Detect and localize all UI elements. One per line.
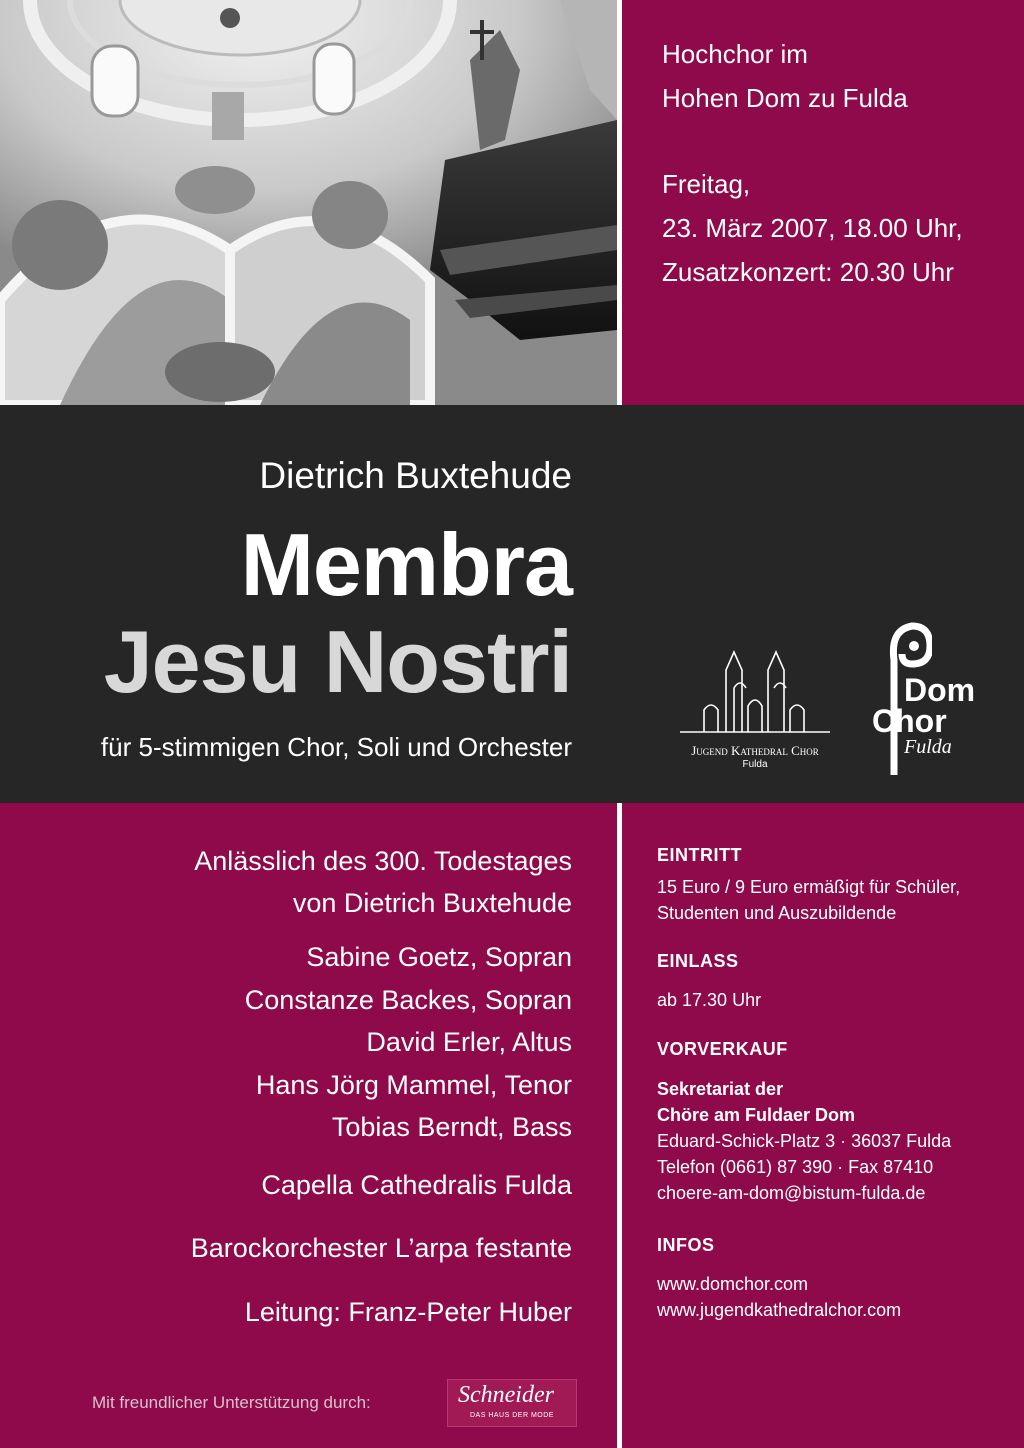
sponsor-logo-name: Schneider — [458, 1382, 554, 1408]
vorverkauf-heading: VORVERKAUF — [657, 1039, 788, 1059]
domchor-logo — [870, 620, 990, 780]
jkc-logo-name: Jugend Kathedral Chor — [691, 743, 819, 758]
event-date — [662, 162, 963, 294]
date-line: Zusatzkonzert: 20.30 Uhr — [662, 257, 954, 287]
occasion — [194, 840, 572, 924]
eintritt-text — [657, 874, 960, 926]
date-line: Freitag, — [662, 169, 751, 199]
jkc-logo-city: Fulda — [742, 759, 768, 770]
eintritt-line: 15 Euro / 9 Euro ermäßigt für Schüler, — [657, 877, 961, 897]
subtitle: für 5-stimmigen Chor, Soli und Orchester — [100, 732, 572, 762]
soloists-list — [245, 936, 572, 1149]
domchor-logo-chor: Chor — [872, 703, 947, 739]
domchor-logo-city: Fulda — [904, 736, 952, 758]
ensemble-choir: Capella Cathedralis Fulda — [261, 1170, 572, 1200]
vorverkauf-address — [657, 1076, 951, 1206]
website-link[interactable]: www.jugendkathedralchor.com — [657, 1300, 902, 1320]
venue — [662, 32, 908, 120]
vorverkauf-line: Telefon (0661) 87 390 · Fax 87410 — [657, 1157, 934, 1177]
infos-links — [657, 1271, 901, 1323]
composer-name: Dietrich Buxtehude — [259, 455, 572, 496]
ensemble-orchestra: Barockorchester L’arpa festante — [190, 1233, 572, 1263]
website-link[interactable]: www.domchor.com — [657, 1274, 809, 1294]
soloist: Sabine Goetz, Sopran — [306, 942, 572, 972]
sponsor-logo — [447, 1379, 577, 1427]
conductor: Leitung: Franz-Peter Huber — [244, 1297, 572, 1327]
vorverkauf-line: Chöre am Fuldaer Dom — [657, 1105, 856, 1125]
infos-heading: INFOS — [657, 1235, 715, 1255]
eintritt-line: Studenten und Auszubildende — [657, 903, 897, 923]
title-line-1: Membra — [240, 515, 572, 614]
title-line-2: Jesu Nostri — [103, 612, 572, 711]
soloist: Hans Jörg Mammel, Tenor — [255, 1069, 572, 1100]
vorverkauf-line: Sekretariat der — [657, 1079, 784, 1099]
einlass-text: ab 17.30 Uhr — [657, 990, 762, 1010]
eintritt-heading: EINTRITT — [657, 845, 742, 865]
venue-line: Hochchor im — [662, 39, 808, 69]
occasion-line: von Dietrich Buxtehude — [292, 888, 572, 918]
jugend-kathedral-chor-logo — [676, 648, 834, 778]
einlass-heading: EINLASS — [657, 951, 739, 971]
vorverkauf-line: Eduard-Schick-Platz 3 · 36037 Fulda — [657, 1131, 952, 1151]
occasion-line: Anlässlich des 300. Todestages — [194, 846, 572, 876]
cathedral-photo — [0, 0, 617, 405]
soloist: David Erler, Altus — [366, 1027, 572, 1057]
soloist: Tobias Berndt, Bass — [331, 1112, 572, 1142]
sponsor-text: Mit freundlicher Unterstützung durch: — [92, 1393, 371, 1412]
date-line: 23. März 2007, 18.00 Uhr, — [662, 213, 963, 243]
email-link[interactable]: choere-am-dom@bistum-fulda.de — [657, 1183, 926, 1203]
domchor-logo-dom: Dom — [904, 672, 976, 708]
sponsor-logo-tagline: DAS HAUS DER MODE — [470, 1412, 554, 1419]
cathedral-towers-icon — [676, 648, 834, 740]
soloist: Constanze Backes, Sopran — [244, 984, 572, 1015]
venue-line: Hohen Dom zu Fulda — [662, 83, 908, 113]
